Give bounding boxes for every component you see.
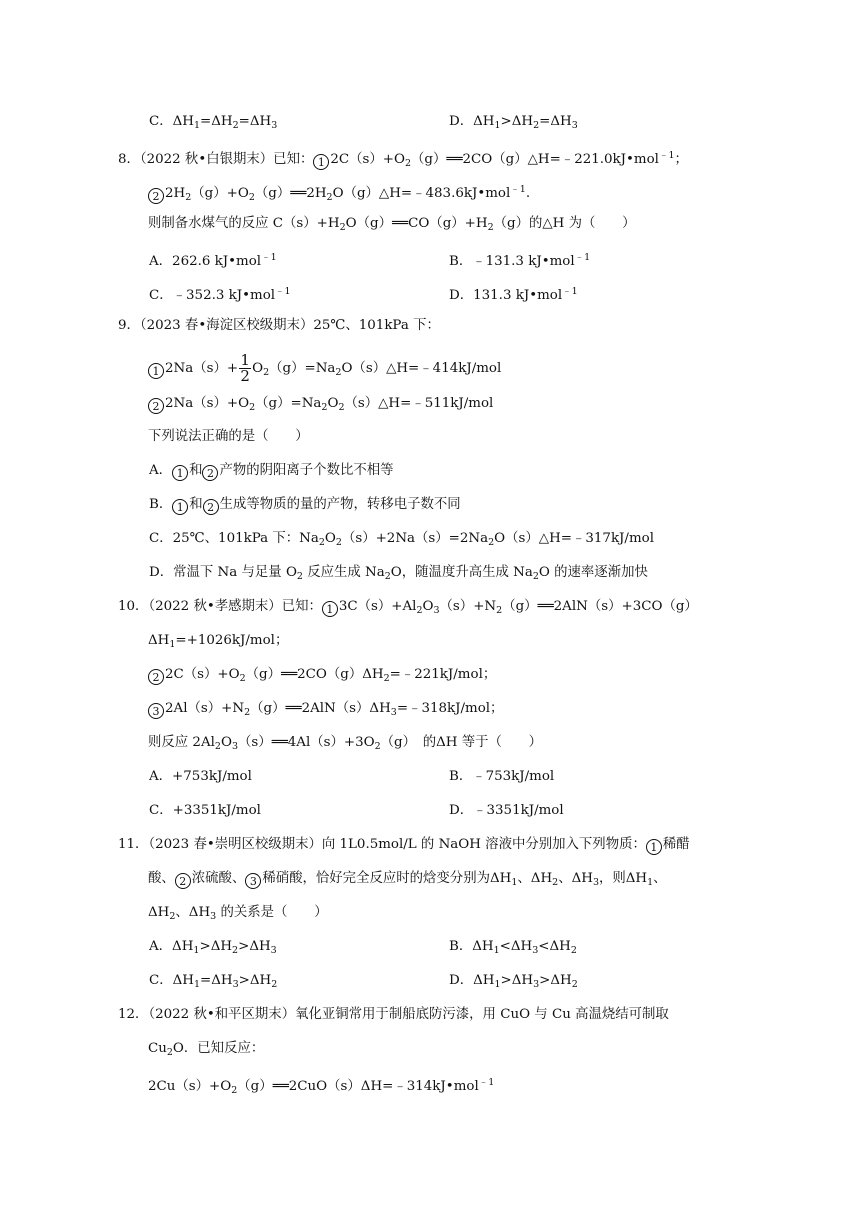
circled-number-1-icon: 1 — [172, 465, 188, 481]
q7-option-d: D．$\Delta H_1>\Delta H_2=\Delta H_3$ — [449, 114, 578, 131]
q8-stem-line1: 8．（2022 秋•白银期末）已知： 1 $2C(s)+O_2(g)══2CO(g)\triangle H=﹣221.0kJ•mol^{﹣1}$； — [118, 150, 688, 169]
q11-option-a: A．$\Delta H_1>\Delta H_2>\Delta H_3$ — [149, 939, 277, 956]
q10-stem-line1: 10．（2022 秋•孝感期末）已知： 1 $3C(s)+Al_2O_3(s)+N_2(g)══2AlN(s)+3CO(g)$ — [118, 599, 698, 616]
q10-reaction-2: 2 $2C(s)+O_2(g)══2CO(g)\Delta H_2=﹣221kJ$/mol； — [148, 666, 496, 688]
q11-option-b: B．$\Delta H_1<\Delta H_3<\Delta H_2$ — [449, 939, 577, 956]
q10-question: 则反应 $2Al_2O_3(s)══4Al(s)+3O_2(g)$ 的ΔH 等于（ ） — [148, 735, 543, 752]
q11-stem-line1: 11．（2023 春•崇明区校级期末）向 1L0.5mol/L 的 NaOH 溶液中分别加入下列物质： 1 稀醋 — [118, 837, 690, 854]
circled-number-2-icon: 2 — [203, 499, 219, 515]
q12-stem-line1: 12．（2022 秋•和平区期末）氧化亚铜常用于制船底防污漆，用 CuO 与 Cu 高温烧结可制取 — [118, 1007, 669, 1022]
q10-stem-line2: $\Delta H_1=+1026kJ$/mol； — [148, 633, 289, 650]
q9-reaction-2: 2 $2Na(s)+O_2(g)=Na_2O_2(s)\triangle H=﹣511kJ$/mol — [148, 395, 493, 417]
q10-option-c: C．+3351kJ/mol — [149, 803, 261, 818]
circled-number-3-icon: 3 — [245, 873, 261, 889]
q8-option-d: D．131.3 kJ•mol$^{﹣1}$ — [449, 286, 578, 303]
q9-question: 下列说法正确的是（ ） — [148, 429, 309, 444]
circled-number-1-icon: 1 — [646, 839, 662, 855]
circled-number-3-icon: 3 — [148, 703, 164, 719]
circled-number-1-icon: 1 — [322, 601, 338, 617]
q7-option-c: C．$\Delta H_1=\Delta H_2=\Delta H_3$ — [149, 114, 278, 131]
q10-option-d: D．﹣3351kJ/mol — [449, 803, 564, 818]
q8-stem-line2: 2 $2H_2(g)+O_2(g)══2H_2O(g)\triangle H=﹣483.6kJ•mol^{﹣1}$. — [148, 181, 530, 207]
circled-number-1-icon: 1 — [172, 499, 188, 515]
q8-option-a: A．262.6 kJ•mol$^{﹣1}$ — [149, 252, 277, 269]
circled-number-2-icon: 2 — [175, 873, 191, 889]
q9-option-a: A． 1 和 2 产物的阴阳离子个数比不相等 — [149, 463, 394, 480]
q9-reaction-1: 1 2Na（s）+ $\frac{1}{2}$ $O_2(g)=Na_2O(s)\triangle H=﹣414kJ$/mol — [148, 353, 501, 384]
circled-number-2-icon: 2 — [202, 465, 218, 481]
circled-number-2-icon: 2 — [148, 669, 164, 685]
q9-option-c: C．25℃、101kPa 下：$Na_2O_2(s)+2Na(s)=2Na_2O(s)\triangle H=﹣317kJ$/mol — [149, 531, 654, 548]
q10-option-b: B．﹣753kJ/mol — [449, 769, 555, 784]
q8-option-b: B．﹣131.3 kJ•mol$^{﹣1}$ — [449, 252, 591, 269]
q9-option-d: D．常温下 Na 与足量 $O_2$ 反应生成 $Na_2O$，随温度升高生成 $Na_2O$ 的速率逐渐加快 — [149, 565, 648, 582]
fraction-one-half: $\frac{1}{2}$ — [240, 351, 250, 385]
q10-reaction-3: 3 $2Al(s)+N_2(g)══2AlN(s)\Delta H_3=﹣318kJ$/mol； — [148, 700, 503, 722]
q11-option-c: C．$\Delta H_1=\Delta H_3>\Delta H_2$ — [149, 973, 278, 990]
q8-option-c: C．﹣352.3 kJ•mol$^{﹣1}$ — [149, 286, 291, 303]
circled-number-1-icon: 1 — [148, 363, 164, 379]
q12-stem-line2: $Cu_2O$．已知反应： — [148, 1041, 265, 1058]
q10-option-a: A．+753kJ/mol — [149, 769, 252, 784]
circled-number-1-icon: 1 — [313, 154, 329, 170]
q11-stem-line2: 酸、 2 浓硫酸、 3 稀硝酸，恰好完全反应时的焓变分别为$\Delta H_1$、$\Delta H_2$、$\Delta H_3$，则$\Delta H_1$、 — [148, 871, 667, 888]
circled-number-2-icon: 2 — [148, 398, 164, 414]
q12-reaction: $2Cu(s)+O_2(g)══2CuO(s)\Delta H=﹣314kJ•mol^{﹣1}$ — [148, 1077, 495, 1096]
q11-stem-line3: $\Delta H_2$、$\Delta H_3$ 的关系是（ ） — [148, 905, 328, 922]
q9-option-b: B． 1 和 2 生成等物质的量的产物，转移电子数不同 — [149, 497, 461, 514]
circled-number-2-icon: 2 — [148, 188, 164, 204]
q9-stem: 9．（2023 春•海淀区校级期末）25℃、101kPa 下： — [118, 318, 440, 333]
q11-option-d: D．$\Delta H_1>\Delta H_3>\Delta H_2$ — [449, 973, 578, 990]
q8-question: 则制备水煤气的反应 $C(s)+H_2O(g)══CO(g)+H_2(g)$的△H 为（ ） — [148, 216, 636, 233]
